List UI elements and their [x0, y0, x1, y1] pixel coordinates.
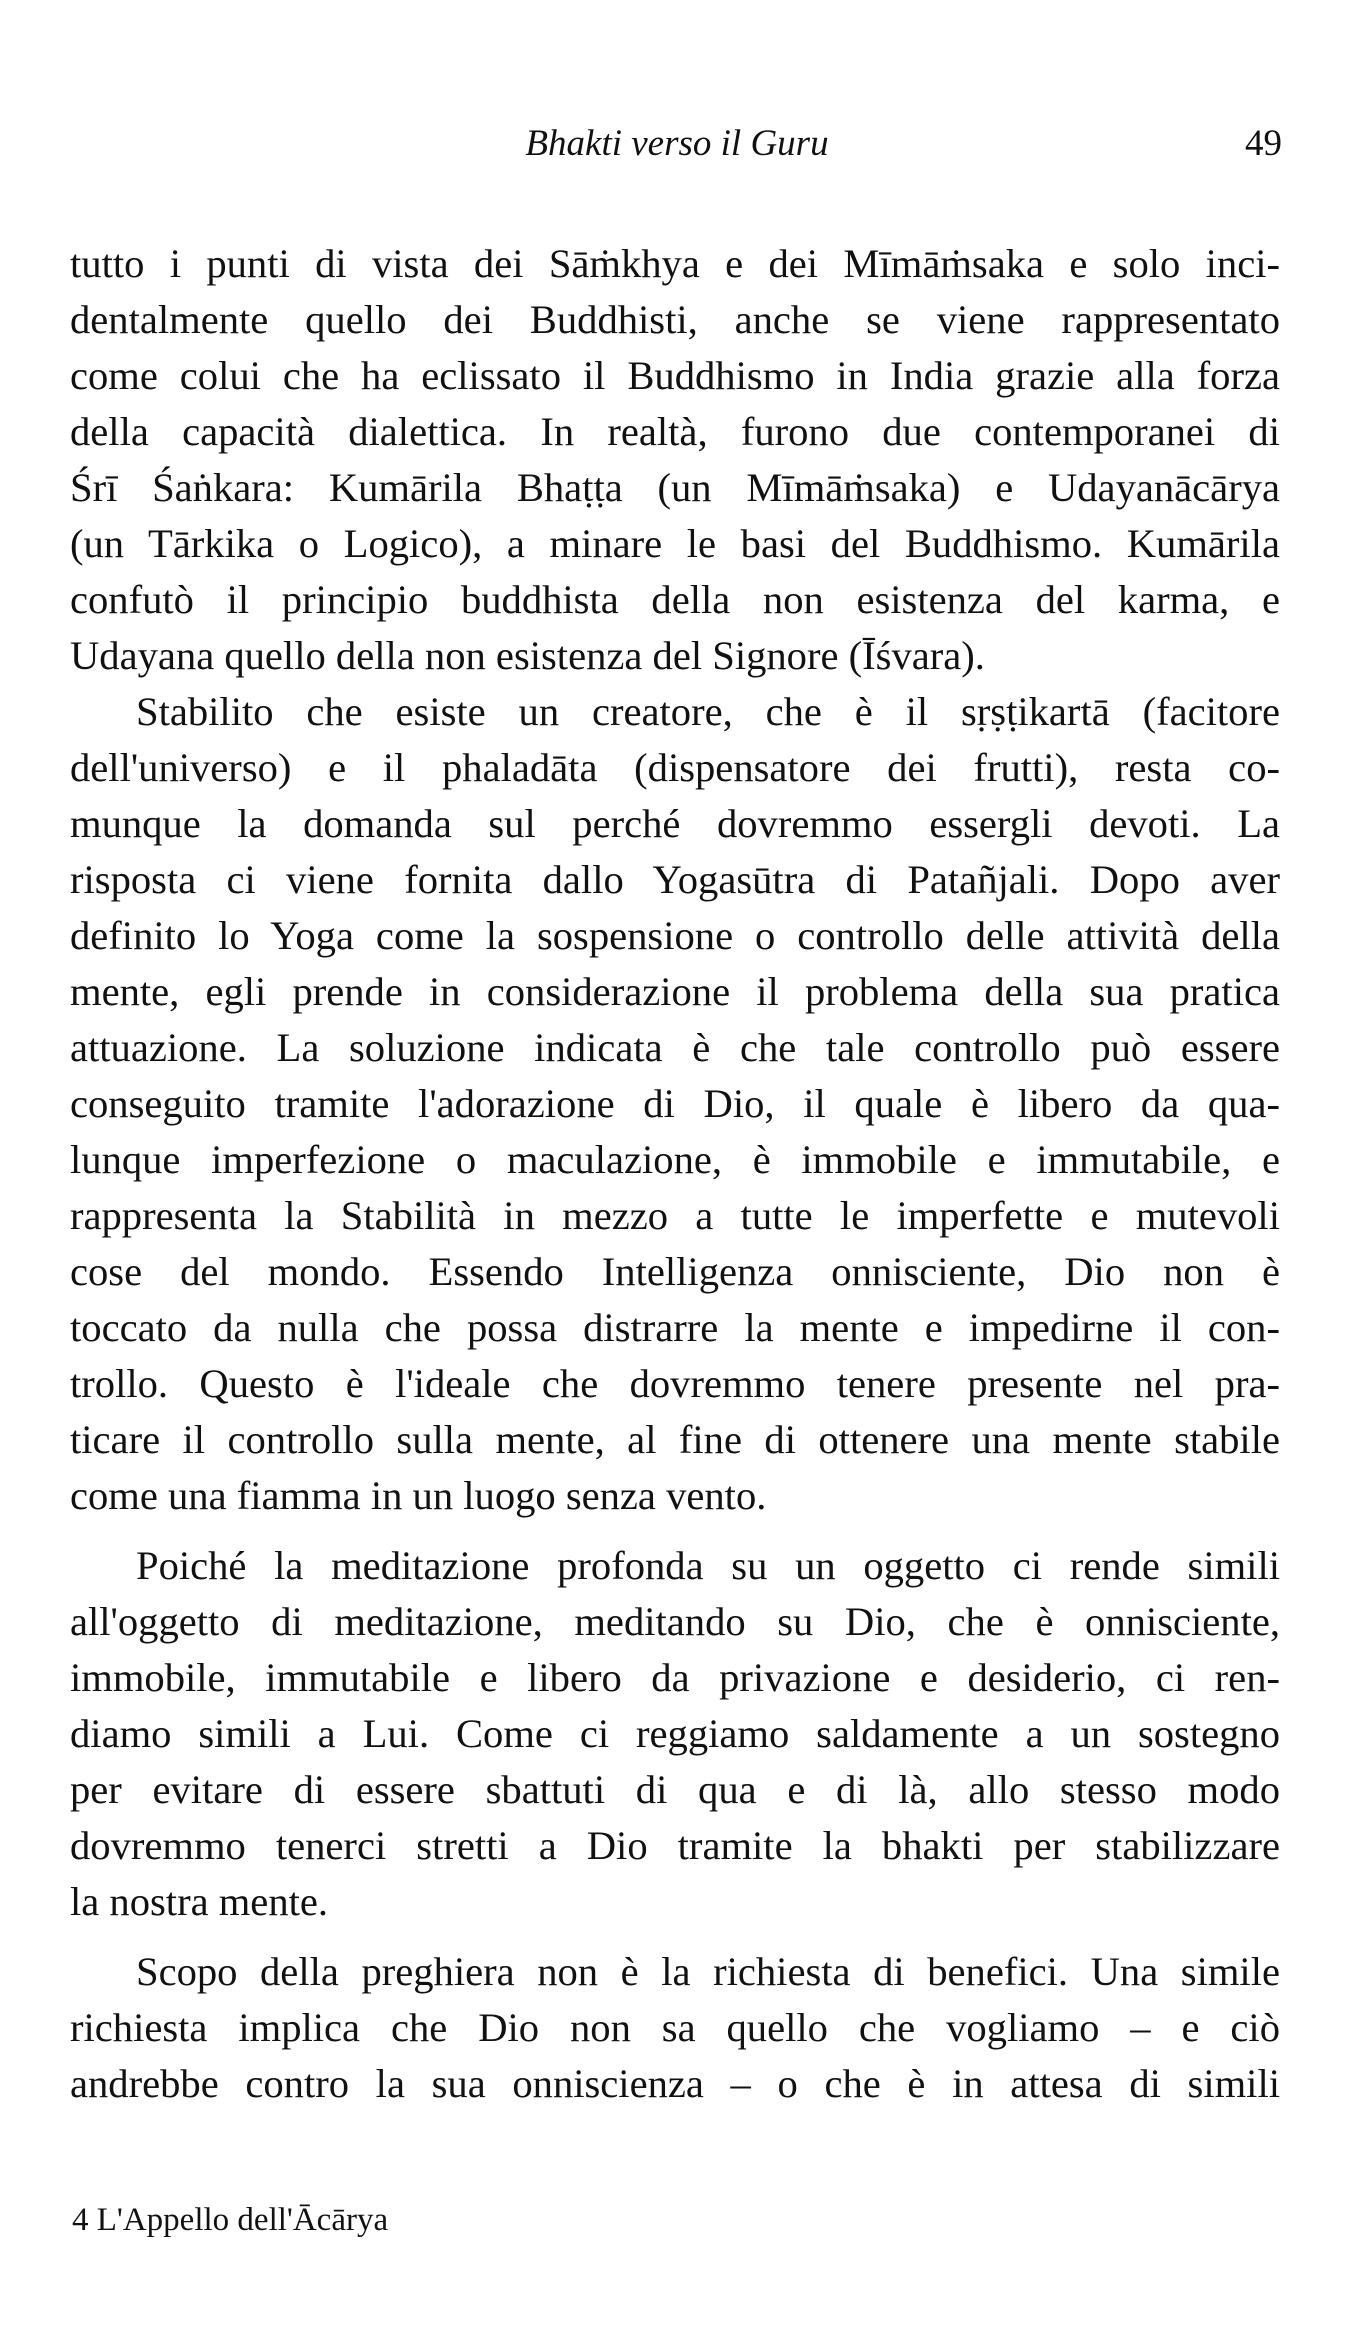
text-line: confutò il principio buddhista della non esistenza del karma, e	[70, 577, 1280, 622]
text-line: risposta ci viene fornita dallo Yogasūtra di Patañjali. Dopo aver	[70, 857, 1280, 902]
text-line: ticare il controllo sulla mente, al fine di ottenere una mente stabile	[70, 1417, 1280, 1462]
paragraph-gap	[70, 1524, 1280, 1538]
text-line: lunque imperfezione o maculazione, è immobile e immutabile, e	[70, 1137, 1280, 1182]
text-line: (un Tārkika o Logico), a minare le basi del Buddhismo. Kumārila	[70, 521, 1280, 566]
text-line: munque la domanda sul perché dovremmo essergli devoti. La	[70, 801, 1280, 846]
text-line: cose del mondo. Essendo Intelligenza onnisciente, Dio non è	[70, 1249, 1280, 1294]
signature-mark: 4 L'Appello dell'Ācārya	[72, 2202, 389, 2238]
text-line: definito lo Yoga come la sospensione o controllo delle attività della	[70, 913, 1280, 958]
text-line: rappresenta la Stabilità in mezzo a tutte le imperfette e mutevoli	[70, 1193, 1280, 1238]
text-line: come una fiamma in un luogo senza vento.	[70, 1473, 767, 1518]
text-line: all'oggetto di meditazione, meditando su Dio, che è onnisciente,	[70, 1599, 1280, 1644]
paragraph-first-line: Poiché la meditazione profonda su un oggetto ci rende simili	[136, 1543, 1280, 1588]
text-line: andrebbe contro la sua onniscienza – o che è in attesa di simili	[70, 2061, 1280, 2106]
paragraph-first-line: Scopo della preghiera non è la richiesta di benefici. Una simile	[136, 1949, 1280, 1994]
running-title: Bhakti verso il Guru	[525, 123, 829, 164]
text-line: Udayana quello della non esistenza del Signore (Īśvara).	[70, 633, 985, 678]
text-line: immobile, immutabile e libero da privazione e desiderio, ci ren-	[70, 1655, 1280, 1700]
text-line: per evitare di essere sbattuti di qua e di là, allo stesso modo	[70, 1767, 1280, 1812]
paragraph-gap	[70, 1930, 1280, 1944]
text-line: dovremmo tenerci stretti a Dio tramite la bhakti per stabilizzare	[70, 1823, 1280, 1868]
text-line: tutto i punti di vista dei Sāṁkhya e dei Mīmāṁsaka e solo inci-	[70, 241, 1280, 286]
body-text	[70, 236, 1280, 2112]
text-line: diamo simili a Lui. Come ci reggiamo saldamente a un sostegno	[70, 1711, 1280, 1756]
text-line: dentalmente quello dei Buddhisti, anche se viene rappresentato	[70, 297, 1280, 342]
text-line: dell'universo) e il phaladāta (dispensatore dei frutti), resta co-	[70, 745, 1280, 790]
page-number: 49	[1245, 123, 1282, 164]
text-line: trollo. Questo è l'ideale che dovremmo tenere presente nel pra-	[70, 1361, 1280, 1406]
text-line: richiesta implica che Dio non sa quello che vogliamo – e ciò	[70, 2005, 1280, 2050]
paragraph-first-line: Stabilito che esiste un creatore, che è il sṛṣṭikartā (facitore	[136, 689, 1280, 734]
text-line: attuazione. La soluzione indicata è che tale controllo può essere	[70, 1025, 1280, 1070]
text-line: la nostra mente.	[70, 1879, 329, 1924]
text-line: toccato da nulla che possa distrarre la mente e impedirne il con-	[70, 1305, 1280, 1350]
text-line: della capacità dialettica. In realtà, furono due contemporanei di	[70, 409, 1280, 454]
text-line: come colui che ha eclissato il Buddhismo in India grazie alla forza	[70, 353, 1280, 398]
text-line: conseguito tramite l'adorazione di Dio, il quale è libero da qua-	[70, 1081, 1280, 1126]
text-line: Śrī Śaṅkara: Kumārila Bhaṭṭa (un Mīmāṁsaka) e Udayanācārya	[70, 465, 1280, 510]
running-header	[72, 116, 1282, 172]
text-line: mente, egli prende in considerazione il problema della sua pratica	[70, 969, 1280, 1014]
